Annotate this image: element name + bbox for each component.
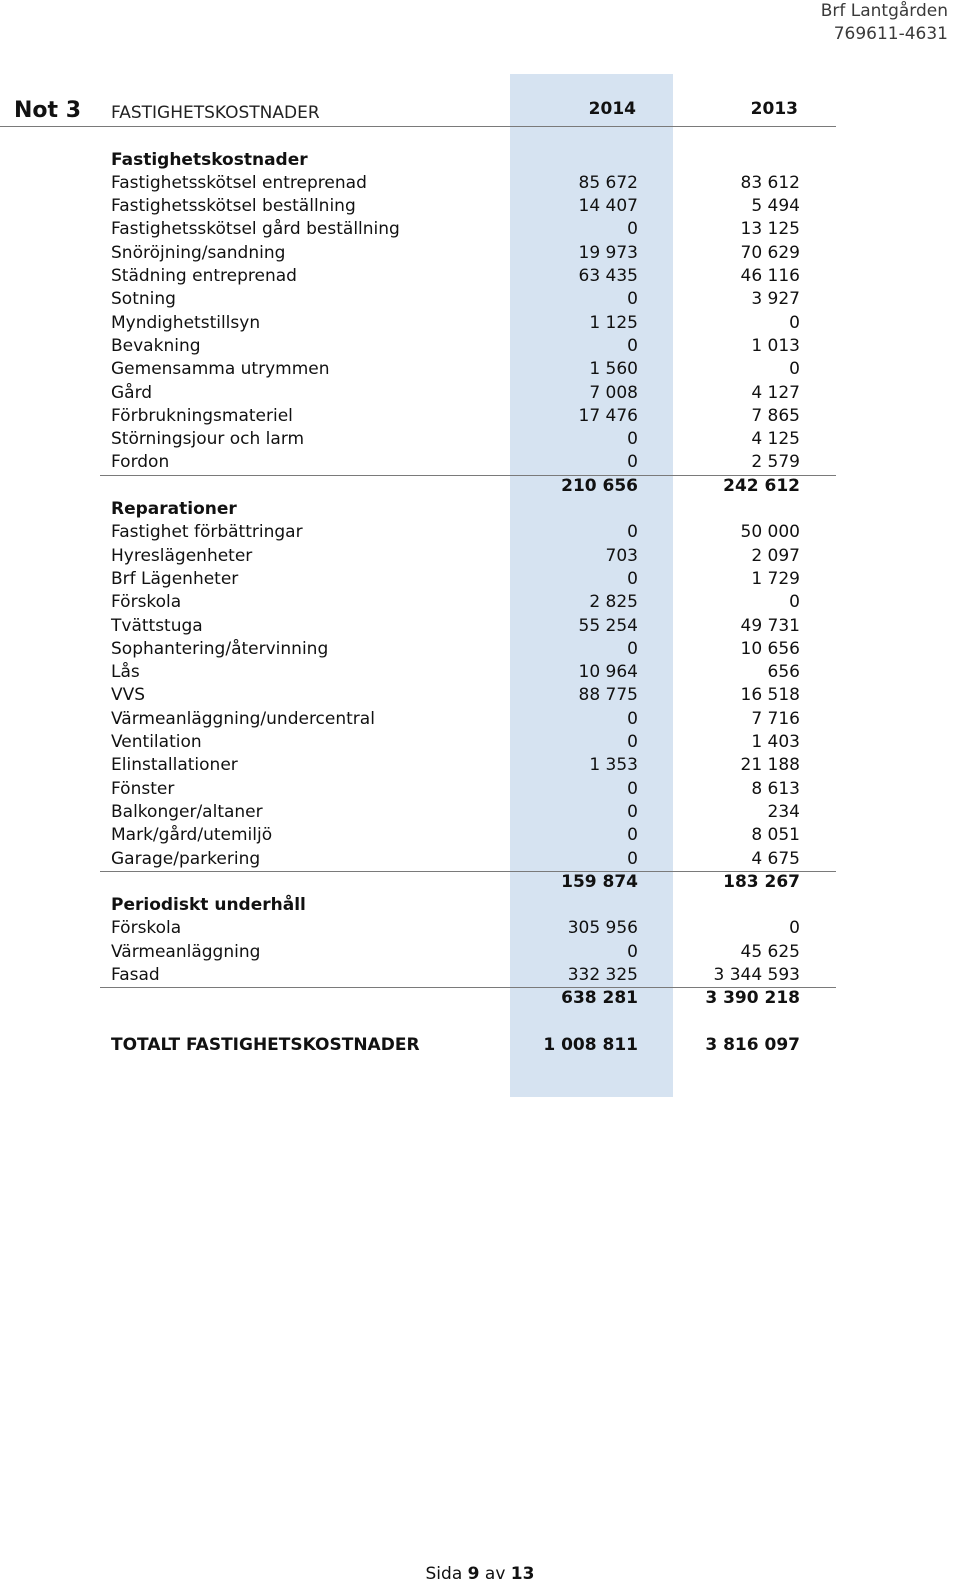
value-2014: 703: [605, 545, 638, 566]
value-2014: 55 254: [578, 615, 638, 636]
value-2013: 0: [789, 359, 800, 380]
value-2014: 0: [627, 429, 638, 450]
table-row: [0, 824, 836, 848]
value-2014: 0: [627, 522, 638, 543]
row-label: Tvättstuga: [111, 615, 203, 636]
row-label: Sotning: [111, 289, 176, 310]
table-row: [0, 405, 836, 429]
footer-page-number: 9: [467, 1564, 480, 1584]
value-2013: 8 051: [751, 825, 800, 846]
value-2014: 0: [627, 848, 638, 869]
table-row: [0, 172, 836, 196]
value-2013: 46 116: [740, 266, 800, 286]
value-2014: 0: [627, 825, 638, 846]
row-label: Bevakning: [111, 335, 201, 356]
value-2014: 19 973: [578, 242, 638, 263]
value-2013: 4 675: [751, 848, 800, 869]
table-row: [0, 615, 836, 639]
row-label: Förbrukningsmateriel: [111, 405, 293, 426]
value-2013: 234: [767, 801, 800, 822]
table-row: [0, 591, 836, 615]
value-2014: 1 125: [589, 312, 638, 333]
row-label: Sophantering/återvinning: [111, 638, 329, 659]
value-2014: 1 008 811: [543, 1034, 638, 1055]
value-2013: 21 188: [740, 755, 800, 776]
value-2014: 0: [627, 568, 638, 589]
value-2013: 7 716: [751, 708, 800, 729]
table-row: [0, 568, 836, 592]
value-2014: 332 325: [567, 965, 638, 985]
row-label: Fastighetsskötsel gård beställning: [111, 219, 400, 240]
section-heading: [0, 498, 836, 522]
row-label: Förskola: [111, 918, 182, 939]
table-row: [0, 242, 836, 266]
table-row: [0, 195, 836, 219]
row-label: Fönster: [111, 778, 175, 799]
value-2013: 70 629: [740, 242, 800, 263]
row-label: Fastighetsskötsel beställning: [111, 196, 356, 217]
value-2013: 3 816 097: [705, 1034, 800, 1055]
value-2013: 4 125: [751, 429, 800, 450]
value-2013: 1 013: [751, 335, 800, 356]
row-label: Fastighetskostnader: [111, 149, 308, 170]
row-label: Fordon: [111, 452, 170, 473]
total-row: [0, 1034, 836, 1058]
organization-header: [821, 0, 948, 46]
value-2014: 0: [627, 778, 638, 799]
value-2014: 0: [627, 941, 638, 962]
table-row: [0, 661, 836, 685]
year-header-2013: 2013: [750, 99, 798, 119]
row-label: Snöröjning/sandning: [111, 242, 286, 263]
value-2014: 7 008: [589, 382, 638, 403]
note-title: FASTIGHETSKOSTNADER: [111, 103, 320, 123]
value-2014: 0: [627, 335, 638, 356]
table-row: [0, 451, 836, 475]
value-2013: 656: [767, 662, 800, 683]
value-2013: 2 097: [751, 545, 800, 566]
value-2014: 0: [627, 219, 638, 240]
table-row: [0, 335, 836, 359]
value-2014: 2 825: [589, 592, 638, 613]
value-2013: 2 579: [751, 452, 800, 473]
subtotal-row: [0, 475, 836, 499]
value-2014: 0: [627, 638, 638, 659]
page-footer: [0, 1564, 960, 1584]
row-label: Mark/gård/utemiljö: [111, 825, 273, 846]
table-row: [0, 218, 836, 242]
footer-page-total: 13: [510, 1564, 535, 1584]
table-row: [0, 521, 836, 545]
value-2014: 0: [627, 732, 638, 752]
subtotal-row: [0, 871, 836, 895]
row-label: Värmeanläggning: [111, 941, 261, 962]
row-label: Gård: [111, 382, 153, 403]
year-header-2014: 2014: [588, 99, 636, 119]
table-row: [0, 754, 836, 778]
value-2014: 17 476: [578, 405, 638, 426]
value-2013: 16 518: [740, 685, 800, 706]
row-label: Ventilation: [111, 732, 202, 752]
value-2014: 10 964: [578, 662, 638, 683]
table-row: [0, 848, 836, 872]
row-label: Reparationer: [111, 499, 237, 519]
value-2013: 45 625: [740, 941, 800, 962]
value-2014: 305 956: [567, 918, 638, 939]
value-2013: 0: [789, 312, 800, 333]
value-2014: 1 560: [589, 359, 638, 380]
value-2013: 7 865: [751, 405, 800, 426]
row-label: Störningsjour och larm: [111, 429, 305, 450]
row-label: Gemensamma utrymmen: [111, 359, 330, 380]
value-2014: 1 353: [589, 755, 638, 776]
value-2014: 88 775: [578, 685, 638, 706]
row-label: Fasad: [111, 965, 160, 985]
row-label: Städning entreprenad: [111, 266, 297, 286]
row-label: Hyreslägenheter: [111, 545, 253, 566]
value-2014: 0: [627, 801, 638, 822]
row-label: Fastighetsskötsel entreprenad: [111, 172, 367, 193]
table-row: [0, 708, 836, 732]
table-row: [0, 288, 836, 312]
table-row: [0, 731, 836, 755]
table-row: [0, 382, 836, 406]
value-2013: 242 612: [723, 475, 800, 496]
value-2014: 85 672: [578, 172, 638, 193]
row-label: Förskola: [111, 592, 182, 613]
organization-number: 769611-4631: [833, 24, 948, 44]
spacer-row: [0, 1011, 836, 1035]
value-2013: 13 125: [740, 219, 800, 240]
value-2014: 210 656: [561, 475, 638, 496]
row-label: VVS: [111, 685, 146, 706]
value-2013: 1 403: [751, 732, 800, 752]
table-row: [0, 964, 836, 988]
value-2013: 8 613: [751, 778, 800, 799]
table-row: [0, 358, 836, 382]
value-2013: 83 612: [740, 172, 800, 193]
value-2014: 63 435: [578, 266, 638, 286]
row-label: Brf Lägenheter: [111, 568, 239, 589]
value-2013: 3 927: [751, 289, 800, 310]
value-2014: 159 874: [561, 871, 638, 892]
table-row: [0, 312, 836, 336]
row-label: Lås: [111, 662, 140, 683]
value-2014: 0: [627, 708, 638, 729]
footer-prefix: Sida: [425, 1564, 463, 1584]
table-row: [0, 545, 836, 569]
value-2013: 5 494: [751, 196, 800, 217]
row-label: Balkonger/altaner: [111, 801, 263, 822]
value-2013: 50 000: [740, 522, 800, 543]
row-label: Periodiskt underhåll: [111, 895, 306, 916]
header-divider: [0, 126, 836, 127]
value-2013: 0: [789, 592, 800, 613]
table-row: [0, 778, 836, 802]
row-label: Fastighet förbättringar: [111, 522, 303, 543]
value-2013: 1 729: [751, 568, 800, 589]
row-label: Myndighetstillsyn: [111, 312, 261, 333]
row-label: Garage/parkering: [111, 848, 261, 869]
value-2013: 49 731: [740, 615, 800, 636]
value-2014: 0: [627, 289, 638, 310]
value-2014: 0: [627, 452, 638, 473]
value-2013: 10 656: [740, 638, 800, 659]
footer-separator: av: [484, 1564, 506, 1584]
table-row: [0, 801, 836, 825]
value-2014: 638 281: [561, 988, 638, 1009]
note-number: Not 3: [14, 98, 82, 123]
table-row: [0, 265, 836, 289]
value-2013: 3 344 593: [713, 965, 800, 985]
table-row: [0, 428, 836, 452]
value-2013: 0: [789, 918, 800, 939]
table-row: [0, 638, 836, 662]
table-row: [0, 941, 836, 965]
table-row: [0, 684, 836, 708]
table-row: [0, 917, 836, 941]
row-label: Elinstallationer: [111, 755, 238, 776]
value-2013: 4 127: [751, 382, 800, 403]
subtotal-row: [0, 987, 836, 1011]
row-label: TOTALT FASTIGHETSKOSTNADER: [111, 1034, 420, 1055]
value-2013: 3 390 218: [705, 988, 800, 1009]
section-heading: [0, 149, 836, 173]
section-heading: [0, 894, 836, 918]
value-2013: 183 267: [723, 871, 800, 892]
organization-name: Brf Lantgården: [820, 1, 948, 21]
row-label: Värmeanläggning/undercentral: [111, 708, 375, 729]
value-2014: 14 407: [578, 196, 638, 217]
